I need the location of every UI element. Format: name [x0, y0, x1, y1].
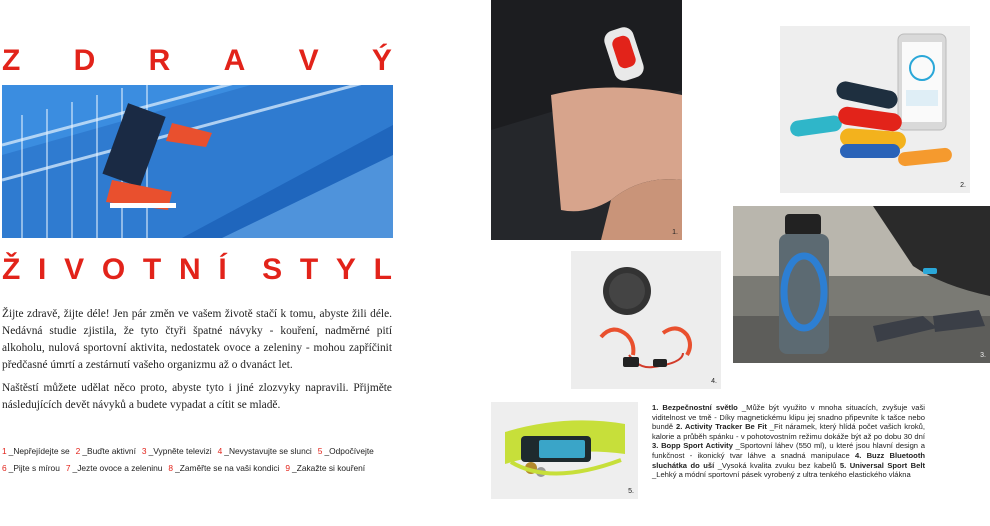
heading-letter: Ž: [2, 253, 21, 286]
heading-letter: Y: [335, 253, 356, 286]
product-descriptions: [652, 403, 925, 480]
bottle-illustration: [733, 206, 990, 363]
heading-letter: N: [178, 253, 201, 286]
habit-item: 8 _Zaměřte se na vaši kondici: [168, 463, 280, 473]
habit-item: 6 _Pijte s mírou: [2, 463, 60, 473]
habit-item: 9 _Zakažte si kouření: [285, 463, 366, 473]
habit-item: 2 _Buďte aktivní: [75, 446, 136, 456]
product-text: _Fit náramek, který hlídá počet vašich kroků, kalorie a průběh spánku - v pohotovostním režimu dokáže být až po dobu 30 dní: [652, 422, 925, 441]
safety-light-photo: [491, 0, 682, 240]
habit-item: 4 _Nevystavujte se slunci: [217, 446, 312, 456]
heading-letter: Í: [218, 253, 227, 286]
photo-number: 5.: [628, 488, 634, 495]
habit-item: 3 _Vypněte televizi: [141, 446, 212, 456]
heading-letter: S: [262, 253, 283, 286]
heading-letter: T: [299, 253, 319, 286]
heading-letter: L: [373, 253, 392, 286]
heading-line-1: [2, 44, 392, 78]
habit-item: 1 _Nepřejídejte se: [2, 446, 70, 456]
sport-belt-photo: [491, 402, 638, 499]
habit-item: 5 _Odpočívejte: [317, 446, 374, 456]
stairs-running-photo: [2, 85, 393, 238]
earphones-illustration: [571, 251, 721, 389]
activity-tracker-photo: [780, 26, 970, 193]
product-text: _Vysoká kvalita zvuku bez kabelů: [714, 460, 840, 470]
intro-paragraph-1: Žijte zdravě, žijte déle! Jen pár změn ve vašem životě stačí k tomu, abyste žili déle. Nedávná studie zjistila, že tyto čtyři špatné návyky - kouření, nadměrné pití alkoholu, nulová sportovní aktivita, nedostatek ovoce a zeleniny - mohou zapříčinit předčasné úmrtí a zestárnutí vašeho organizmu až o dvanáct let.: [2, 308, 392, 371]
habits-list: [2, 443, 397, 477]
product-title: 2. Activity Tracker Be Fit: [675, 422, 767, 432]
heading-letter: Ý: [371, 44, 392, 77]
heading-letter: V: [64, 253, 85, 286]
photo-number: 1.: [672, 229, 678, 236]
product-text: _Sportovní láhev (550 ml), u které jsou hlavní design a funkčnost - ikonický tvar láhve a snadná manipulace: [652, 441, 925, 460]
arm-illustration: [491, 0, 682, 240]
habits-row-1: [2, 443, 397, 460]
heading-letter: V: [298, 44, 319, 77]
fitness-bands-illustration: [780, 26, 970, 193]
intro-paragraph-2: Naštěstí můžete udělat něco proto, abyste tyto i jiné zlozvyky napravili. Přijměte následujících devět návyků a budete vypadat a cítit se mladě.: [2, 382, 392, 411]
product-title: 3. Bopp Sport Activity: [652, 441, 733, 451]
sport-bottle-photo: [733, 206, 990, 363]
bluetooth-earphones-photo: [571, 251, 721, 389]
habits-row-2: [2, 460, 397, 477]
heading-letter: R: [148, 44, 171, 77]
stairs-illustration: [2, 85, 393, 238]
belt-illustration: [491, 402, 638, 499]
heading-letter: I: [38, 253, 47, 286]
heading-letter: A: [223, 44, 246, 77]
product-text: _Může být využito v mnoha situacích, zvyšuje vaši viditelnost ve tmě - Díky magnetickému klipu jej snadno připevníte k tašce nebo bundě: [652, 403, 925, 432]
heading-letter: O: [101, 253, 126, 286]
heading-letter: D: [73, 44, 96, 77]
heading-line-2: [2, 253, 392, 287]
product-text: _Lehký a módní sportovní pásek vyrobený z ultra tenkého elastického vlákna: [652, 470, 911, 480]
habit-item: 7 _Jezte ovoce a zeleninu: [65, 463, 163, 473]
heading-letter: Z: [2, 44, 21, 77]
product-title: 4. Buzz Bluetooth sluchátka do uší: [652, 450, 925, 470]
photo-number: 4.: [711, 378, 717, 385]
photo-number: 2.: [960, 182, 966, 189]
heading-letter: T: [142, 253, 162, 286]
intro-text: [2, 306, 392, 420]
product-title: 5. Universal Sport Belt: [839, 460, 925, 470]
product-title: 1. Bezpečnostní světlo: [652, 403, 738, 412]
photo-number: 3.: [980, 352, 986, 359]
